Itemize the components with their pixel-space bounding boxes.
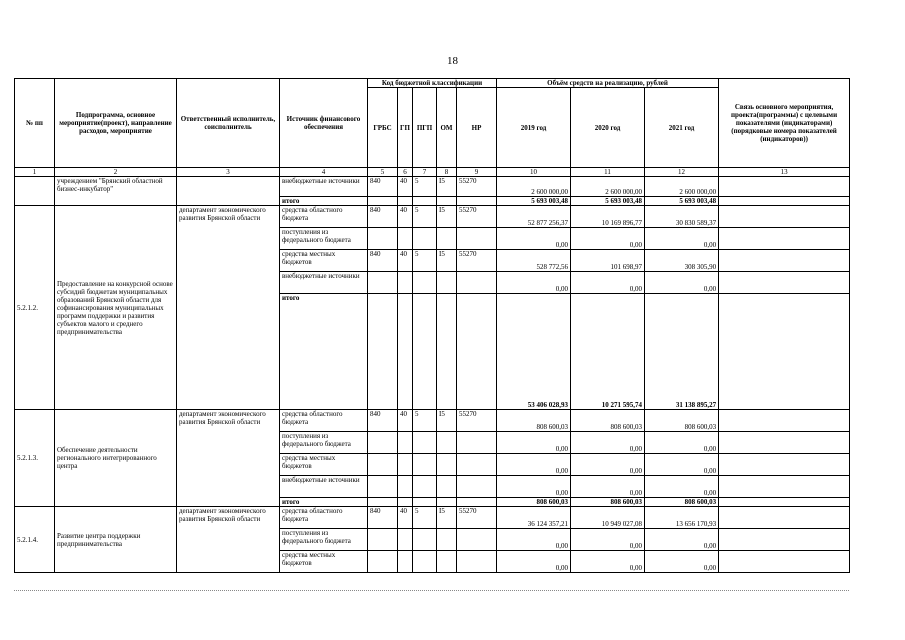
responsible-cell: департамент экономического развития Брянской области bbox=[177, 206, 280, 410]
om-cell bbox=[437, 454, 457, 476]
header-grbs: ГРБС bbox=[368, 88, 398, 168]
link-cell bbox=[719, 476, 850, 498]
value-2021-cell: 2 600 000,00 bbox=[645, 177, 719, 197]
om-cell: I5 bbox=[437, 206, 457, 228]
nr-cell bbox=[457, 432, 497, 454]
header-gp: ГП bbox=[398, 88, 413, 168]
source-cell: внебюджетные источники bbox=[280, 272, 368, 294]
value-2021-cell: 0,00 bbox=[645, 228, 719, 250]
header-pgp: ПГП bbox=[413, 88, 437, 168]
nr-cell bbox=[457, 498, 497, 507]
header-nr: НР bbox=[457, 88, 497, 168]
nr-cell bbox=[457, 551, 497, 573]
om-cell: I5 bbox=[437, 177, 457, 197]
grbs-cell bbox=[368, 476, 398, 498]
gp-cell bbox=[398, 228, 413, 250]
source-cell: итого bbox=[280, 294, 368, 410]
source-cell: итого bbox=[280, 197, 368, 206]
column-number: 8 bbox=[437, 168, 457, 177]
pgp-cell bbox=[413, 197, 437, 206]
nr-cell: 55270 bbox=[457, 250, 497, 272]
gp-cell bbox=[398, 476, 413, 498]
value-2021-cell: 808 600,03 bbox=[645, 410, 719, 432]
value-2019-cell: 5 693 003,48 bbox=[497, 197, 571, 206]
source-cell: поступления из федерального бюджета bbox=[280, 432, 368, 454]
source-cell: поступления из федерального бюджета bbox=[280, 529, 368, 551]
value-2020-cell: 5 693 003,48 bbox=[571, 197, 645, 206]
gp-cell: 40 bbox=[398, 206, 413, 228]
nr-cell bbox=[457, 294, 497, 410]
grbs-cell bbox=[368, 197, 398, 206]
pgp-cell: 5 bbox=[413, 410, 437, 432]
value-2020-cell: 0,00 bbox=[571, 432, 645, 454]
gp-cell: 40 bbox=[398, 410, 413, 432]
num-cell bbox=[15, 177, 55, 206]
value-2019-cell: 0,00 bbox=[497, 272, 571, 294]
source-cell: средства местных бюджетов bbox=[280, 250, 368, 272]
pgp-cell: 5 bbox=[413, 206, 437, 228]
value-2021-cell: 0,00 bbox=[645, 529, 719, 551]
grbs-cell bbox=[368, 498, 398, 507]
grbs-cell: 840 bbox=[368, 206, 398, 228]
subprogram-cell: учреждением "Брянский областной бизнес-инкубатор" bbox=[55, 177, 177, 206]
header-subprogram: Подпрограмма, основное мероприятие(проект), направление расходов, мероприятие bbox=[55, 79, 177, 168]
subprogram-cell: Обеспечение деятельности регионального интегрированного центра bbox=[55, 410, 177, 507]
pgp-cell bbox=[413, 498, 437, 507]
value-2019-cell: 808 600,03 bbox=[497, 410, 571, 432]
gp-cell bbox=[398, 551, 413, 573]
om-cell: I5 bbox=[437, 410, 457, 432]
gp-cell bbox=[398, 498, 413, 507]
value-2019-cell: 0,00 bbox=[497, 476, 571, 498]
value-2019-cell: 0,00 bbox=[497, 529, 571, 551]
grbs-cell bbox=[368, 228, 398, 250]
nr-cell bbox=[457, 476, 497, 498]
gp-cell bbox=[398, 294, 413, 410]
pgp-cell bbox=[413, 529, 437, 551]
gp-cell bbox=[398, 454, 413, 476]
table-row bbox=[15, 507, 850, 529]
pgp-cell bbox=[413, 432, 437, 454]
om-cell bbox=[437, 197, 457, 206]
source-cell: средства местных бюджетов bbox=[280, 551, 368, 573]
grbs-cell bbox=[368, 432, 398, 454]
header-2021: 2021 год bbox=[645, 88, 719, 168]
grbs-cell bbox=[368, 529, 398, 551]
nr-cell: 55270 bbox=[457, 410, 497, 432]
link-cell bbox=[719, 206, 850, 228]
table-row bbox=[15, 206, 850, 228]
value-2020-cell: 808 600,03 bbox=[571, 410, 645, 432]
column-number: 6 bbox=[398, 168, 413, 177]
om-cell bbox=[437, 498, 457, 507]
value-2019-cell: 53 406 028,93 bbox=[497, 294, 571, 410]
gp-cell bbox=[398, 529, 413, 551]
source-cell: внебюджетные источники bbox=[280, 476, 368, 498]
value-2021-cell: 30 830 589,37 bbox=[645, 206, 719, 228]
source-cell: средства местных бюджетов bbox=[280, 454, 368, 476]
budget-table bbox=[14, 78, 850, 573]
source-cell: внебюджетные источники bbox=[280, 177, 368, 197]
column-number: 9 bbox=[457, 168, 497, 177]
value-2020-cell: 10 949 027,08 bbox=[571, 507, 645, 529]
column-number: 7 bbox=[413, 168, 437, 177]
gp-cell: 40 bbox=[398, 250, 413, 272]
value-2020-cell: 0,00 bbox=[571, 272, 645, 294]
column-number: 12 bbox=[645, 168, 719, 177]
link-cell bbox=[719, 507, 850, 529]
grbs-cell: 840 bbox=[368, 410, 398, 432]
value-2020-cell: 0,00 bbox=[571, 454, 645, 476]
nr-cell bbox=[457, 197, 497, 206]
header-funds-group: Объём средств на реализацию, рублей bbox=[497, 79, 719, 88]
om-cell bbox=[437, 551, 457, 573]
nr-cell bbox=[457, 454, 497, 476]
value-2021-cell: 0,00 bbox=[645, 551, 719, 573]
num-cell: 5.2.1.2. bbox=[15, 206, 55, 410]
header-source: Источник финансового обеспечения bbox=[280, 79, 368, 168]
link-cell bbox=[719, 432, 850, 454]
om-cell bbox=[437, 228, 457, 250]
value-2020-cell: 101 698,97 bbox=[571, 250, 645, 272]
column-number: 11 bbox=[571, 168, 645, 177]
om-cell bbox=[437, 272, 457, 294]
link-cell bbox=[719, 410, 850, 432]
value-2021-cell: 308 305,90 bbox=[645, 250, 719, 272]
link-cell bbox=[719, 454, 850, 476]
pgp-cell bbox=[413, 476, 437, 498]
value-2019-cell: 808 600,03 bbox=[497, 498, 571, 507]
link-cell bbox=[719, 228, 850, 250]
column-number-row bbox=[15, 168, 850, 177]
link-cell bbox=[719, 551, 850, 573]
om-cell bbox=[437, 476, 457, 498]
value-2020-cell: 10 271 595,74 bbox=[571, 294, 645, 410]
value-2019-cell: 2 600 000,00 bbox=[497, 177, 571, 197]
nr-cell: 55270 bbox=[457, 507, 497, 529]
gp-cell: 40 bbox=[398, 507, 413, 529]
value-2019-cell: 0,00 bbox=[497, 454, 571, 476]
gp-cell bbox=[398, 197, 413, 206]
responsible-cell bbox=[177, 177, 280, 206]
column-number: 3 bbox=[177, 168, 280, 177]
pgp-cell bbox=[413, 551, 437, 573]
link-cell bbox=[719, 498, 850, 507]
header-2020: 2020 год bbox=[571, 88, 645, 168]
value-2020-cell: 0,00 bbox=[571, 529, 645, 551]
link-cell bbox=[719, 197, 850, 206]
link-cell bbox=[719, 250, 850, 272]
link-cell bbox=[719, 177, 850, 197]
value-2019-cell: 0,00 bbox=[497, 228, 571, 250]
link-cell bbox=[719, 529, 850, 551]
header-2019: 2019 год bbox=[497, 88, 571, 168]
value-2021-cell: 0,00 bbox=[645, 476, 719, 498]
num-cell: 5.2.1.3. bbox=[15, 410, 55, 507]
gp-cell: 40 bbox=[398, 177, 413, 197]
grbs-cell: 840 bbox=[368, 177, 398, 197]
nr-cell: 55270 bbox=[457, 177, 497, 197]
om-cell: I5 bbox=[437, 250, 457, 272]
value-2021-cell: 0,00 bbox=[645, 272, 719, 294]
grbs-cell bbox=[368, 551, 398, 573]
grbs-cell bbox=[368, 454, 398, 476]
value-2021-cell: 5 693 003,48 bbox=[645, 197, 719, 206]
om-cell bbox=[437, 432, 457, 454]
subprogram-cell: Предоставление на конкурсной основе субсидий бюджетам муниципальных образований Брянской области для софинансирования муниципальных программ поддержки и развития субъектов малого и среднего предпринимательства bbox=[55, 206, 177, 410]
table-row bbox=[15, 177, 850, 197]
header-link: Связь основного мероприятия, проекта(программы) с целевыми показателями (индикаторами) (порядковые номера показателей (индикаторов)) bbox=[719, 79, 850, 168]
value-2021-cell: 808 600,03 bbox=[645, 498, 719, 507]
value-2021-cell: 31 138 895,27 bbox=[645, 294, 719, 410]
value-2021-cell: 0,00 bbox=[645, 454, 719, 476]
value-2020-cell: 808 600,03 bbox=[571, 498, 645, 507]
pgp-cell bbox=[413, 454, 437, 476]
source-cell: средства областного бюджета bbox=[280, 410, 368, 432]
value-2019-cell: 0,00 bbox=[497, 551, 571, 573]
header-num: № пп bbox=[15, 79, 55, 168]
value-2021-cell: 13 656 170,93 bbox=[645, 507, 719, 529]
value-2020-cell: 2 600 000,00 bbox=[571, 177, 645, 197]
grbs-cell: 840 bbox=[368, 507, 398, 529]
num-cell: 5.2.1.4. bbox=[15, 507, 55, 573]
responsible-cell: департамент экономического развития Брянской области bbox=[177, 507, 280, 573]
column-number: 2 bbox=[55, 168, 177, 177]
pgp-cell: 5 bbox=[413, 177, 437, 197]
grbs-cell bbox=[368, 272, 398, 294]
value-2020-cell: 0,00 bbox=[571, 476, 645, 498]
om-cell bbox=[437, 529, 457, 551]
header-om: ОМ bbox=[437, 88, 457, 168]
nr-cell bbox=[457, 228, 497, 250]
source-cell: средства областного бюджета bbox=[280, 507, 368, 529]
nr-cell: 55270 bbox=[457, 206, 497, 228]
value-2020-cell: 0,00 bbox=[571, 228, 645, 250]
om-cell: I5 bbox=[437, 507, 457, 529]
link-cell bbox=[719, 272, 850, 294]
grbs-cell bbox=[368, 294, 398, 410]
link-cell bbox=[719, 294, 850, 410]
pgp-cell bbox=[413, 272, 437, 294]
value-2019-cell: 528 772,56 bbox=[497, 250, 571, 272]
value-2020-cell: 0,00 bbox=[571, 551, 645, 573]
nr-cell bbox=[457, 272, 497, 294]
pgp-cell: 5 bbox=[413, 507, 437, 529]
source-cell: средства областного бюджета bbox=[280, 206, 368, 228]
header-responsible: Ответственный исполнитель, соисполнитель bbox=[177, 79, 280, 168]
value-2019-cell: 52 877 256,37 bbox=[497, 206, 571, 228]
column-number: 4 bbox=[280, 168, 368, 177]
gp-cell bbox=[398, 272, 413, 294]
page-bottom-line bbox=[14, 590, 849, 591]
value-2019-cell: 36 124 357,21 bbox=[497, 507, 571, 529]
responsible-cell: департамент экономического развития Брянской области bbox=[177, 410, 280, 507]
subprogram-cell: Развитие центра поддержки предпринимательства bbox=[55, 507, 177, 573]
value-2020-cell: 10 169 896,77 bbox=[571, 206, 645, 228]
source-cell: поступления из федерального бюджета bbox=[280, 228, 368, 250]
value-2019-cell: 0,00 bbox=[497, 432, 571, 454]
gp-cell bbox=[398, 432, 413, 454]
column-number: 13 bbox=[719, 168, 850, 177]
column-number: 5 bbox=[368, 168, 398, 177]
header-budget-code-group: Код бюджетной классификации bbox=[368, 79, 497, 88]
pgp-cell: 5 bbox=[413, 250, 437, 272]
page-number: 18 bbox=[447, 55, 458, 67]
table-row bbox=[15, 410, 850, 432]
column-number: 10 bbox=[497, 168, 571, 177]
grbs-cell: 840 bbox=[368, 250, 398, 272]
source-cell: итого bbox=[280, 498, 368, 507]
pgp-cell bbox=[413, 294, 437, 410]
value-2021-cell: 0,00 bbox=[645, 432, 719, 454]
pgp-cell bbox=[413, 228, 437, 250]
nr-cell bbox=[457, 529, 497, 551]
om-cell bbox=[437, 294, 457, 410]
column-number: 1 bbox=[15, 168, 55, 177]
